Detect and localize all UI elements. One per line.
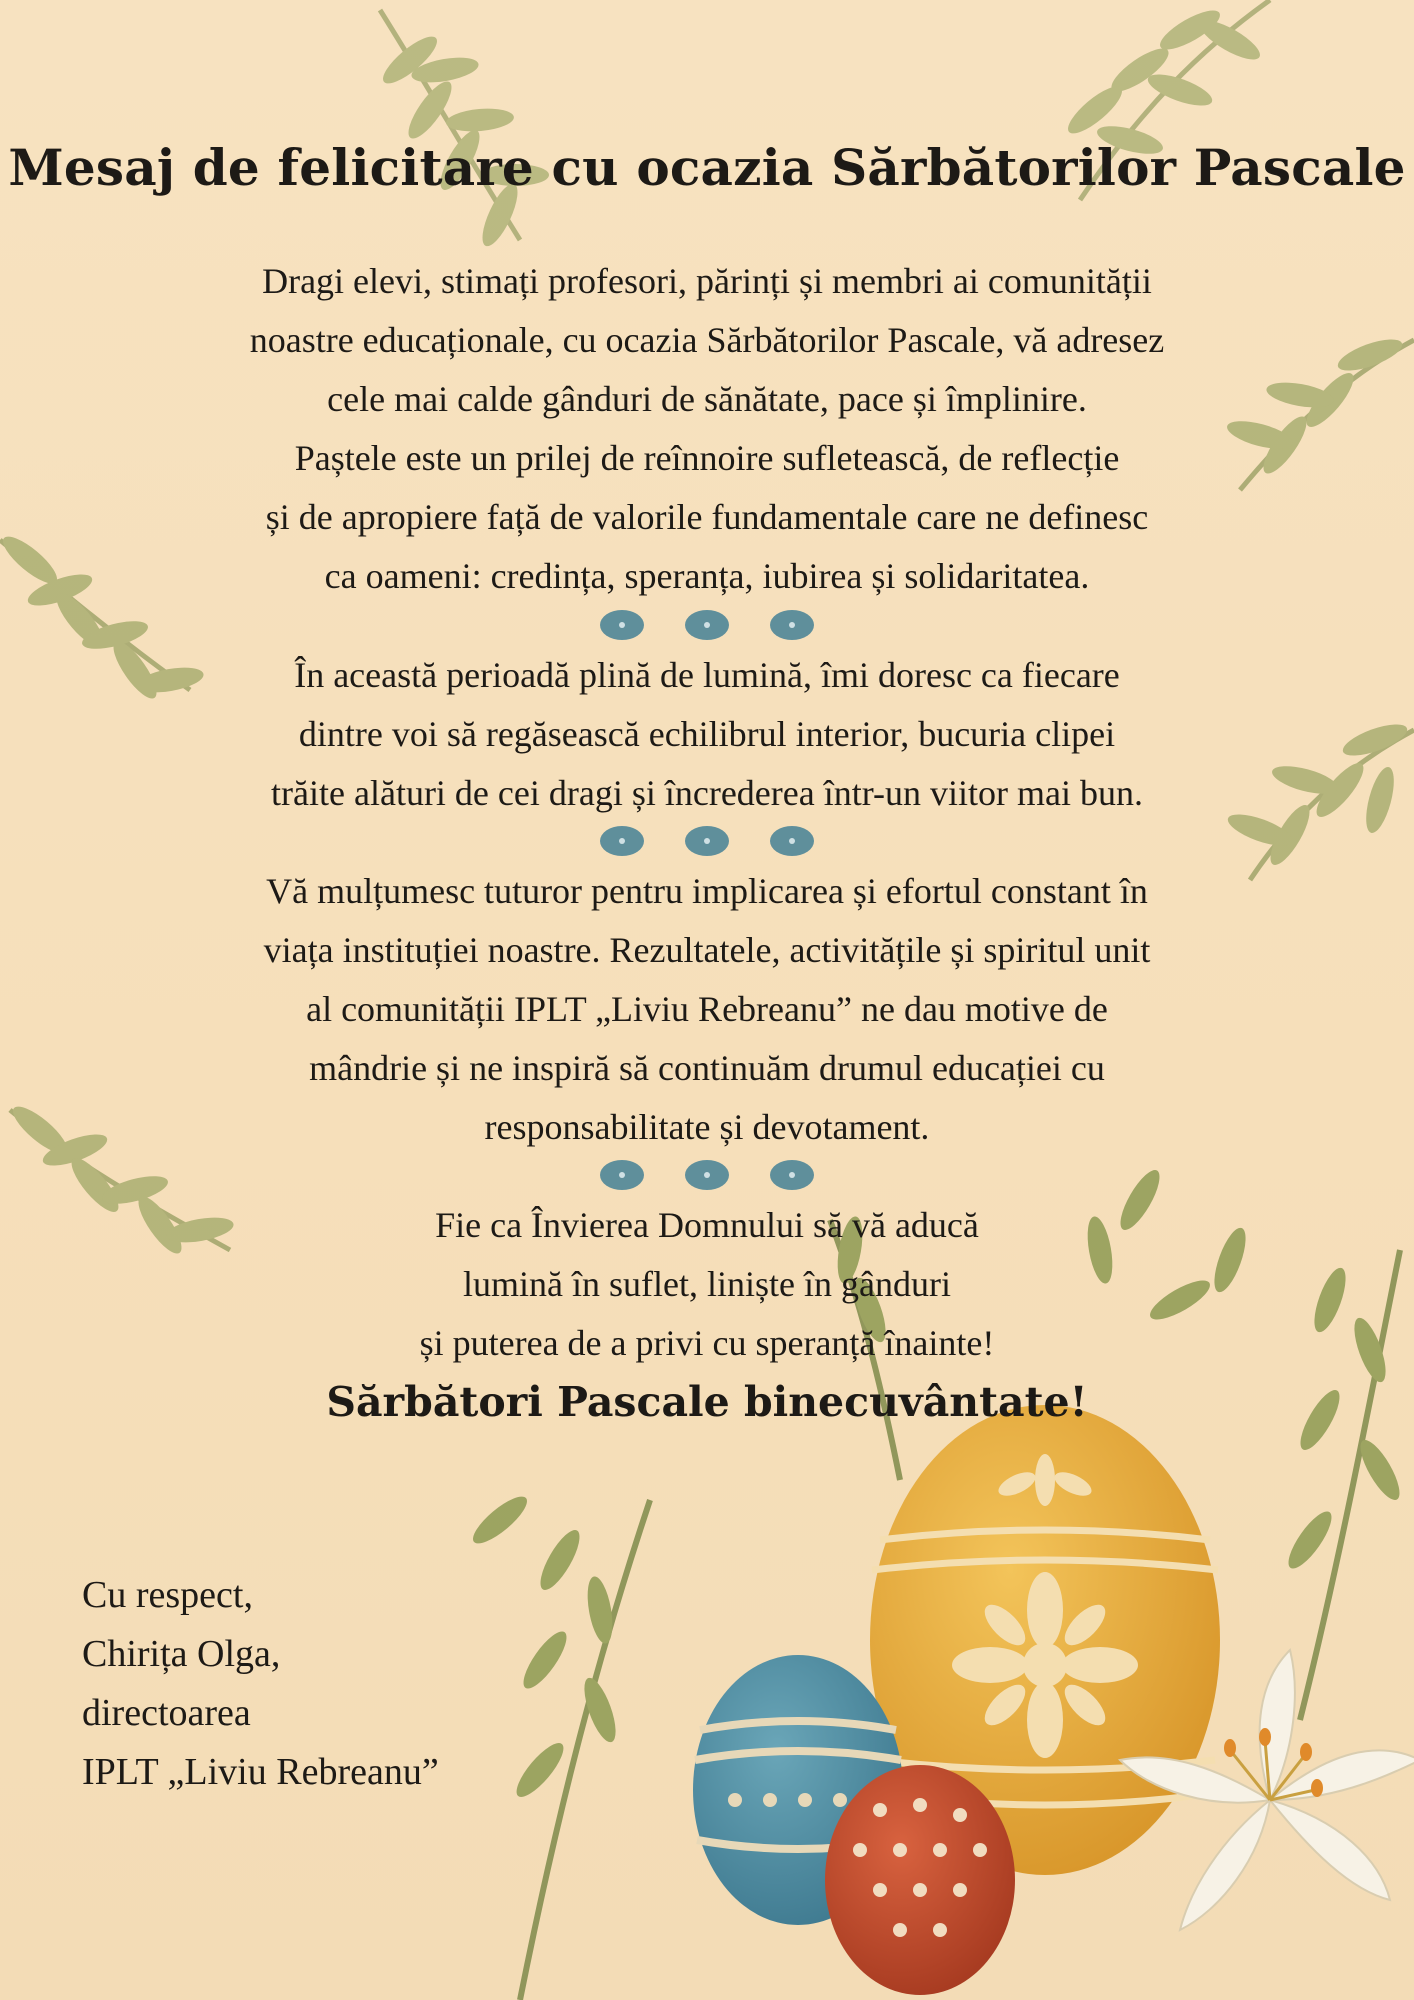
paragraph-blessing xyxy=(100,1196,1314,1373)
text-line: În această perioadă plină de lumină, îmi doresc ca fiecare xyxy=(294,655,1120,695)
page-title: Mesaj de felicitare cu ocazia Sărbătorilor Pascale xyxy=(8,138,1406,197)
paragraph-wishes xyxy=(100,646,1314,823)
signature-line: IPLT „Liviu Rebreanu” xyxy=(82,1751,439,1793)
signature-line: directoarea xyxy=(82,1692,251,1734)
text-line: trăite alături de cei dragi și încrederea într-un viitor mai bun. xyxy=(271,773,1143,813)
text-line: Fie ca Învierea Domnului să vă aducă xyxy=(435,1205,979,1245)
text-line: dintre voi să regăsească echilibrul interior, bucuria clipei xyxy=(298,714,1116,754)
text-line: noastre educaționale, cu ocazia Sărbătorilor Pascale, vă adresez xyxy=(249,320,1165,360)
text-line: Paștele este un prilej de reînnoire sufletească, de reflecție xyxy=(294,438,1120,478)
divider-dots-icon xyxy=(0,608,1414,642)
text-line: și de apropiere față de valorile fundamentale care ne definesc xyxy=(265,497,1149,537)
text-line: mândrie și ne inspiră să continuăm drumul educației cu xyxy=(309,1048,1105,1088)
signature-block xyxy=(82,1566,439,1802)
signature-line: Chirița Olga, xyxy=(82,1633,281,1675)
paragraph-greeting xyxy=(100,252,1314,606)
divider-dots-icon xyxy=(0,1158,1414,1192)
text-line: ca oameni: credința, speranța, iubirea și solidaritatea. xyxy=(324,556,1090,596)
text-line: Vă mulțumesc tuturor pentru implicarea și efortul constant în xyxy=(266,871,1148,911)
text-line: viața instituției noastre. Rezultatele, activitățile și spiritul unit xyxy=(263,930,1151,970)
divider-dots-icon xyxy=(0,824,1414,858)
paragraph-thanks xyxy=(100,862,1314,1157)
text-line: al comunității IPLT „Liviu Rebreanu” ne dau motive de xyxy=(306,989,1108,1029)
text-line: cele mai calde gânduri de sănătate, pace și împlinire. xyxy=(327,379,1087,419)
closing-greeting: Sărbători Pascale binecuvântate! xyxy=(326,1378,1088,1426)
text-line: și puterea de a privi cu speranță înainte! xyxy=(419,1323,995,1363)
signature-line: Cu respect, xyxy=(82,1574,253,1616)
text-line: Dragi elevi, stimați profesori, părinți și membri ai comunității xyxy=(262,261,1152,301)
text-line: responsabilitate și devotament. xyxy=(484,1107,930,1147)
text-line: lumină în suflet, liniște în gânduri xyxy=(463,1264,951,1304)
